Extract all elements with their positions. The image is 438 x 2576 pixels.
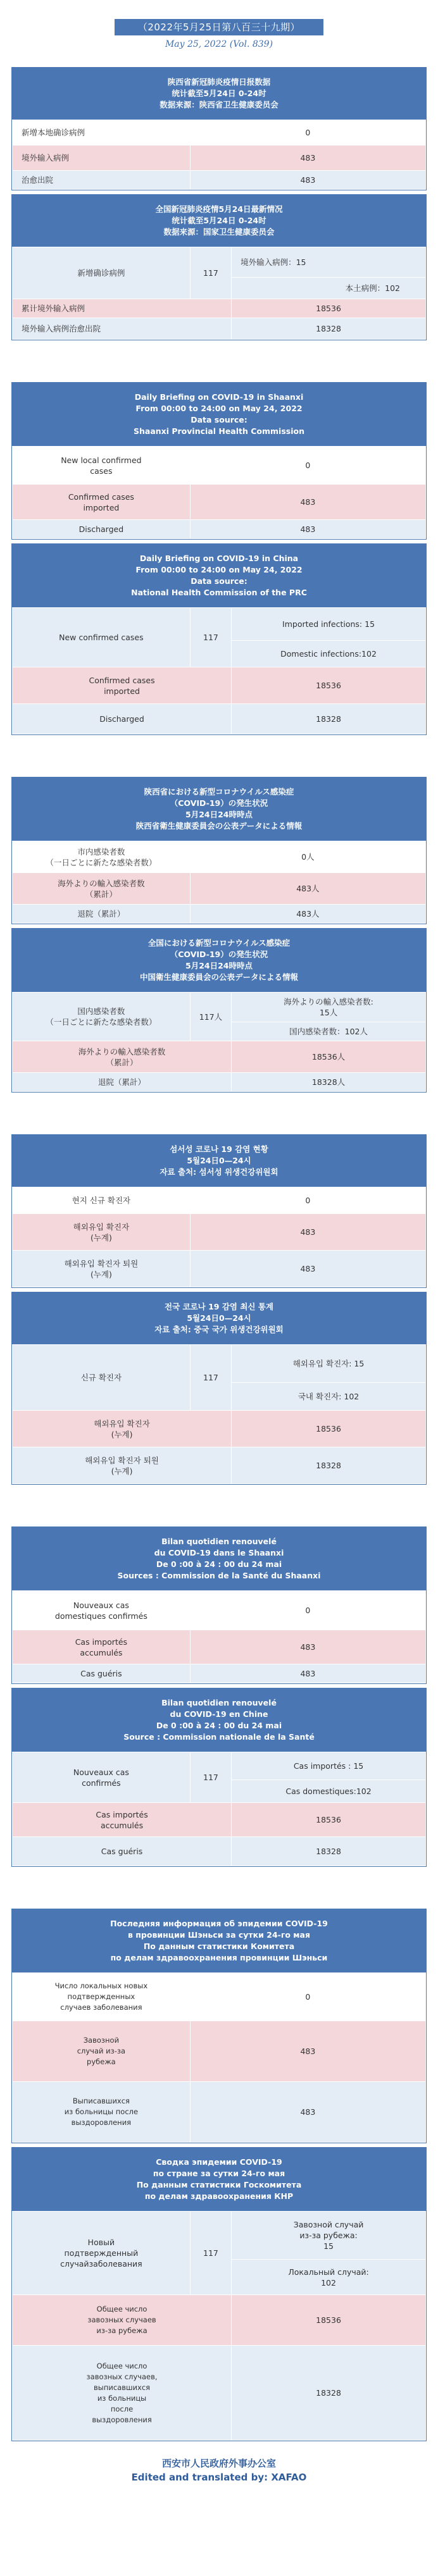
row-label [13,1752,191,1803]
row-label [13,1411,232,1447]
label-line: (누계) [90,1269,112,1279]
header-line: Bilan quotidien renouvelé [161,1698,277,1707]
row-label [13,1251,191,1287]
header-line: 5月24日24時時点 [185,961,253,970]
label-line: confirmés [82,1778,121,1788]
header-line: 统计截至5月24日 0-24时 [172,89,266,98]
label-line: (누계) [90,1232,112,1242]
row-total: 117人 [190,993,231,1041]
footer-credit: Edited and translated by: XAFAO [131,2472,307,2483]
row-label [13,1591,191,1630]
row-value: 18328 [232,1447,426,1484]
fr-shaanxi-card [11,1526,427,1684]
sub-value [232,2212,426,2260]
row-label: Cas guéris [13,1664,191,1683]
row-label: Discharged [13,704,232,734]
row-label: 境外输入病例治愈出院 [13,318,232,340]
label-line: Общее число [96,2361,147,2370]
row-value: 0 [190,120,425,146]
label-line: （一日ごとに新たな感染者数） [46,1017,157,1027]
label-line: из-за рубежа [96,2326,147,2335]
label-line: Общее число [96,2305,147,2313]
table-row [13,1214,426,1251]
header-line: du COVID-19 en Chine [170,1709,268,1719]
label-line: （累計） [106,1057,138,1067]
row-value: 18328 [232,318,426,340]
table-row [13,520,426,539]
table-row [13,2021,426,2082]
label-line: 15 [323,2241,334,2251]
footer-office: 西安市人民政府外事办公室 [161,2458,276,2469]
label-line: после [110,2404,134,2413]
row-value: 18536 [232,1803,426,1837]
ja-china-header [12,929,426,992]
row-label [13,2021,191,2082]
row-value: 483 [190,1251,425,1287]
header-line: From 00:00 to 24:00 on May 24, 2022 [135,565,303,574]
footer [0,2456,438,2484]
table-row [13,1664,426,1683]
row-value: 483 [190,1664,425,1683]
table-row [13,1251,426,1287]
row-value: 0 [190,1591,425,1630]
row-value: 18328 [232,2346,426,2441]
header-line: 5월24日0—24시 [187,1156,251,1165]
zh-china-card [11,194,427,340]
date-banner: （2022年5月25日第八百三十九期） [115,19,323,35]
label-line: 15人 [319,1008,338,1017]
header-line: по делам здравоохранения провинции Шэньси [110,1953,328,1962]
header-line: По данным статистики Госкомитета [136,2180,302,2189]
table-row [13,1973,426,2021]
header-line: Сводка эпидемии COVID-19 [156,2157,282,2167]
header-line: по стране за сутки 24-го мая [153,2169,285,2178]
label-line: domestiques confirmés [54,1611,147,1621]
zh-china-table [12,247,426,340]
header-line: Data source: [191,576,247,586]
table-row [13,318,426,340]
label-line: Новый [87,2238,115,2247]
header-line: в провинции Шэньси за сутки 24-го мая [128,1930,310,1940]
row-label [13,2346,232,2441]
row-label: 현지 신규 확진자 [13,1187,191,1214]
label-line: из больницы [97,2393,147,2403]
table-row [13,299,426,318]
sub-value: 국내 확진자: 102 [232,1383,426,1411]
table-row [13,1411,426,1447]
header-line: 5월24日0—24시 [187,1313,251,1323]
label-line: выздоровления [71,2118,132,2127]
table-row [13,1073,426,1092]
header-line: 陝西省における新型コロナウイルス感染症 [144,787,294,796]
header-line: Source : Commission nationale de la Santé [123,1732,315,1742]
ko-shaanxi-table [12,1187,426,1287]
label-line: 해외유입 확진자 [94,1418,150,1428]
header-line: 数据来源：国家卫生健康委员会 [163,227,275,237]
ko-china-card [11,1292,427,1485]
label-line: （累計） [85,889,117,899]
row-value: 18536 [232,1411,426,1447]
label-line: Cas importés [75,1637,128,1647]
en-shaanxi-header [12,383,426,446]
label-line: 国内感染者数 [77,1006,125,1016]
fr-shaanxi-header [12,1527,426,1590]
header-line: （COVID-19）の発生状況 [170,798,268,808]
row-label: Cas guéris [13,1837,232,1866]
header-line: По данным статистики Комитета [143,1941,295,1951]
row-label: 退院（累計） [13,1073,232,1092]
table-row [13,993,426,1022]
table-row [13,2082,426,2143]
row-value: 18536 [232,2295,426,2346]
table-row [13,1591,426,1630]
header-line: Bilan quotidien renouvelé [161,1537,277,1546]
row-total: 117 [190,608,231,667]
label-line: случайзаболевания [60,2259,142,2269]
fr-china-card [11,1688,427,1867]
table-row [13,841,426,873]
row-value: 18536人 [232,1041,426,1073]
zh-china-header [12,195,426,247]
row-label [13,2082,191,2143]
sub-value: 해외유입 확진자: 15 [232,1345,426,1383]
header-line: du COVID-19 dans le Shaanxi [154,1548,284,1557]
ko-china-header [12,1292,426,1344]
zh-shaanxi-card [11,67,427,190]
row-value: 18536 [232,299,426,318]
row-value: 0人 [190,841,425,873]
label-line: из больницы после [64,2107,139,2116]
header-line: Data source: [191,415,247,424]
row-value: 18536 [232,667,426,704]
en-china-header [12,544,426,607]
label-line: Локальный случай: [288,2267,369,2277]
ja-shaanxi-card [11,777,427,924]
label-line: Число локальных новых [54,1981,148,1990]
header-line: Daily Briefing on COVID-19 in China [139,554,299,563]
row-label: Confirmed cases imported [13,485,191,520]
table-row [13,2212,426,2260]
row-total: 117 [190,2212,231,2295]
ko-shaanxi-card [11,1134,427,1288]
label-line: 市内感染者数 [77,846,125,857]
fr-china-table [12,1752,426,1866]
row-label [13,1214,191,1251]
row-label: 累计境外输入病例 [13,299,232,318]
table-row [13,1837,426,1866]
header-line: 全国における新型コロナウイルス感染症 [147,938,291,948]
row-label: New confirmed cases [13,608,191,667]
row-label [13,993,191,1041]
label-line: 해외유입 확진자 퇴원 [85,1455,159,1465]
table-row [13,1752,426,1780]
label-line: 海外よりの輸入感染者数: [284,997,373,1006]
row-total: 117 [190,247,231,299]
header-line: 전국 코로나 19 감염 최신 통계 [165,1302,273,1311]
header-line: 全国新冠肺炎疫情5月24日最新情况 [155,204,283,214]
row-label [13,1630,191,1664]
label-line: завозных случаев [87,2315,156,2324]
row-label: New local confirmed cases [13,447,191,485]
label-line: подтвержденных [67,1992,135,2001]
row-label: 신규 확진자 [13,1345,191,1411]
header-line: （COVID-19）の発生状況 [170,950,268,959]
row-value: 483 [190,2021,425,2082]
row-label: 治愈出院 [13,171,191,190]
label-line: выписавшихся [94,2382,151,2392]
row-label [13,2295,232,2346]
ja-china-table [12,992,426,1092]
table-row [13,667,426,704]
row-value: 483人 [190,873,425,905]
header-line: 자료 출처: 중국 국가 위생건강위원회 [154,1325,284,1334]
label-line: Nouveaux cas [73,1600,129,1610]
label-line: 해외유입 확진자 퇴원 [64,1258,139,1268]
sub-value [232,2260,426,2295]
header-line: 统计截至5月24日 0-24时 [172,216,266,225]
row-value: 18328人 [232,1073,426,1092]
ru-shaanxi-table [12,1972,426,2143]
sub-value: Cas domestiques:102 [232,1780,426,1803]
en-shaanxi-card [11,382,427,540]
row-value: 483 [190,2082,425,2143]
row-value: 0 [190,1973,425,2021]
header-line: 数据来源：陕西省卫生健康委员会 [160,100,278,109]
sub-value [232,993,426,1022]
ja-shaanxi-table [12,841,426,924]
ja-china-card [11,928,427,1093]
ko-shaanxi-header [12,1135,426,1187]
row-total: 117 [190,1345,231,1411]
row-label [13,1447,232,1484]
issue-line: May 25, 2022 (Vol. 839) [165,39,273,49]
sub-value: 境外输入病例：15 [232,247,426,278]
table-row [13,1041,426,1073]
row-label: 新增确诊病例 [13,247,191,299]
row-label: Discharged [13,520,191,539]
header-line: 5月24日24時時点 [185,810,253,819]
row-value: 483 [190,485,425,520]
label-line: из-за рубежа: [299,2231,358,2240]
table-row [13,120,426,146]
row-total: 117 [190,1752,231,1803]
header-line: 中国衛生健康委員会の公表データによる情報 [139,972,298,982]
ru-shaanxi-card [11,1909,427,2143]
label-line: Выписавшихся [72,2096,130,2105]
table-row [13,1187,426,1214]
label-line: (누계) [111,1429,133,1439]
row-label: Confirmed cases imported [13,667,232,704]
header-line: De 0 :00 à 24 : 00 du 24 mai [156,1559,282,1569]
table-row [13,447,426,485]
header-line: National Health Commission of the PRC [131,588,307,597]
label-line: 해외유입 확진자 [73,1222,130,1232]
header-line: 자료 출처: 섬서성 위생건강위원회 [160,1167,278,1177]
row-label: 境外输入病例 [13,146,191,171]
label-line: 海外よりの輸入感染者数 [58,878,145,888]
sub-value: 本土病例：102 [232,278,426,299]
row-label [13,841,191,873]
table-row [13,1803,426,1837]
table-row [13,873,426,905]
table-row [13,905,426,924]
fr-shaanxi-table [12,1590,426,1683]
table-row [13,1345,426,1383]
row-value: 483 [190,1214,425,1251]
header-line: Daily Briefing on COVID-19 in Shaanxi [134,392,304,402]
label-line: Завозной [83,2036,120,2045]
en-shaanxi-table [12,446,426,539]
row-label [13,1803,232,1837]
table-row [13,1447,426,1484]
table-row [13,247,426,278]
label-line: 102 [321,2277,336,2288]
table-row [13,2346,426,2441]
row-label [13,2212,191,2295]
label-line: выздоровления [92,2415,152,2424]
header-line: 陝西省衛生健康委員会の公表データによる情報 [135,821,303,831]
row-value: 18328 [232,1837,426,1866]
row-value: 18328 [232,704,426,734]
row-value: 483 [190,171,425,190]
label-line: 海外よりの輸入感染者数 [78,1046,166,1056]
row-value: 483 [190,520,425,539]
label-line: Завозной случай [293,2220,364,2229]
label-line: accumulés [100,1820,144,1830]
table-row [13,608,426,641]
en-china-card [11,543,427,735]
label-line: рубежа [87,2057,116,2066]
ru-china-table [12,2211,426,2441]
label-line: завозных случаев, [86,2372,158,2381]
table-row [13,485,426,520]
row-label: 退院（累計） [13,905,191,924]
header-line: From 00:00 to 24:00 on May 24, 2022 [135,404,303,413]
row-label [13,1973,191,2021]
sub-value: Imported infections: 15 [232,608,426,641]
header-line: 섬서성 코로나 19 감염 현황 [170,1144,268,1154]
header-line: De 0 :00 à 24 : 00 du 24 mai [156,1721,282,1730]
table-row [13,146,426,171]
header-line: Sources : Commission de la Santé du Shaanxi [117,1571,321,1580]
header-line: 陕西省新冠肺炎疫情日报数据 [167,77,271,87]
ru-china-card [11,2147,427,2441]
row-value: 0 [190,1187,425,1214]
header-line: по делам здравоохранения КНР [144,2191,294,2201]
ru-shaanxi-header [12,1909,426,1972]
label-line: подтвержденный [64,2248,139,2258]
table-row [13,171,426,190]
ko-china-table [12,1344,426,1484]
label-line: Nouveaux cas [73,1767,129,1777]
label-line: （一日ごとに新たな感染者数） [46,857,157,867]
sub-value: Domestic infections:102 [232,641,426,667]
label-line: (누계) [111,1466,133,1476]
sub-value: 国内感染者数：102人 [232,1022,426,1041]
table-row [13,704,426,734]
label-line: Cas importés [96,1809,148,1819]
row-value: 483 [190,1630,425,1664]
en-china-table [12,607,426,734]
row-label: 新增本地确诊病例 [13,120,191,146]
label-line: случай из-за [77,2047,126,2055]
row-label [13,1041,232,1073]
ja-shaanxi-header [12,777,426,841]
label-line: accumulés [80,1647,123,1657]
ru-china-header [12,2148,426,2211]
label-line: случаев заболевания [60,2003,142,2012]
fr-china-header [12,1688,426,1752]
zh-shaanxi-header [12,68,426,120]
header-line: Последняя информация об эпидемии COVID-19 [110,1919,328,1928]
sub-value: Cas importés : 15 [232,1752,426,1780]
row-value: 483人 [190,905,425,924]
header-line: Shaanxi Provincial Health Commission [133,426,304,436]
row-label [13,873,191,905]
table-row [13,2295,426,2346]
table-row [13,1630,426,1664]
row-value: 0 [190,447,425,485]
zh-shaanxi-table [12,120,426,190]
row-value: 483 [190,146,425,171]
